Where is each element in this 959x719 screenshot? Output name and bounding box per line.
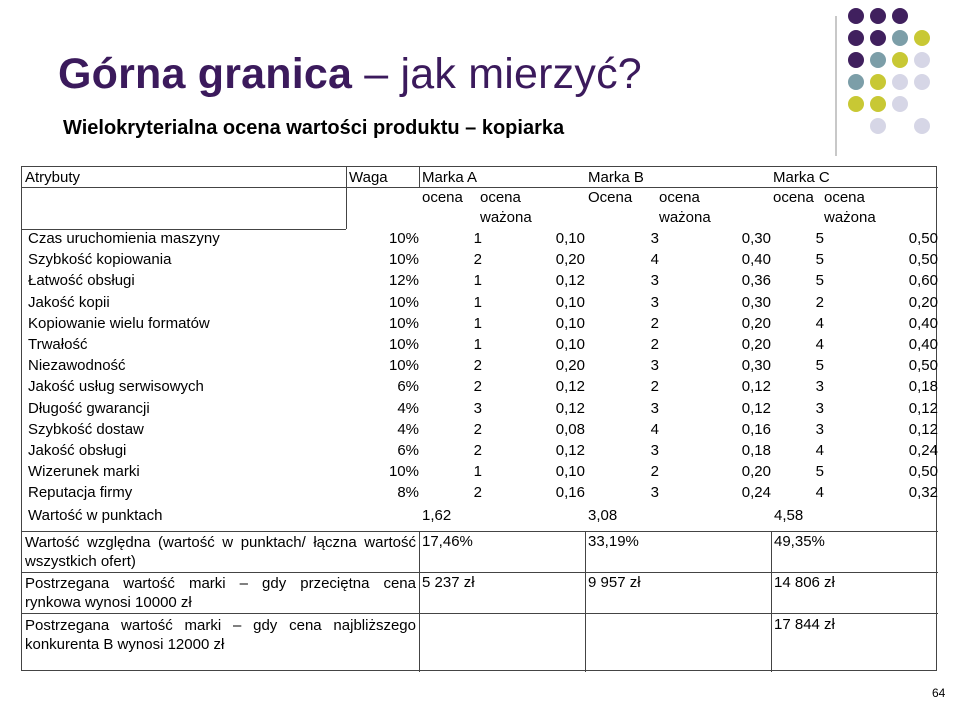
- brand-b-weighted: 0,16: [741, 420, 771, 438]
- header-c-weighted: ocena: [824, 189, 865, 206]
- decorative-dot: [848, 52, 864, 68]
- header-b-weighted: ważona: [659, 209, 711, 226]
- brand-c-score: 5: [815, 463, 824, 481]
- decorative-dot: [892, 8, 908, 24]
- weight-value: 12%: [388, 272, 419, 290]
- brand-c-weighted: 0,12: [908, 420, 938, 438]
- header-weight: Waga: [349, 169, 388, 186]
- brand-b-score: 3: [650, 293, 659, 311]
- brand-a-weighted: 0,12: [555, 442, 585, 459]
- summary-label: Postrzegana wartość marki – gdy przeciętna cena rynkowa wynosi 10000 zł: [25, 575, 416, 611]
- brand-a-weighted: 0,10: [555, 293, 585, 311]
- brand-c-weighted: 0,20: [908, 293, 938, 311]
- attribute-name: Reputacja firmy: [28, 484, 133, 502]
- table-row-divider: [22, 531, 938, 532]
- header-brand-a: Marka A: [422, 169, 478, 186]
- slide-subtitle: Wielokryterialna ocena wartości produktu – kopiarka: [63, 117, 565, 139]
- decorative-dot: [892, 30, 908, 46]
- decorative-divider: [835, 16, 837, 156]
- table-column-divider: [346, 167, 347, 229]
- attribute-name: Szybkość kopiowania: [28, 251, 172, 269]
- brand-a-score: 2: [473, 378, 482, 396]
- header-brand-c: Marka C: [773, 169, 830, 186]
- brand-a-weighted: 0,10: [555, 230, 585, 247]
- title-bold-part: Górna granica: [58, 50, 353, 98]
- brand-b-weighted: 0,20: [741, 336, 771, 353]
- brand-a-weighted: 0,12: [555, 399, 585, 417]
- brand-c-score: 3: [815, 378, 824, 396]
- header-c-weighted: ważona: [824, 209, 876, 226]
- brand-c-weighted: 0,24: [908, 442, 938, 459]
- summary-label: Wartość w punktach: [28, 507, 163, 524]
- weight-value: 10%: [388, 230, 419, 247]
- brand-a-weighted: 0,16: [555, 484, 585, 502]
- summary-brand-c: 17 844 zł: [774, 616, 835, 633]
- summary-brand-b: 9 957 zł: [588, 574, 641, 591]
- decorative-dot: [892, 96, 908, 112]
- header-attributes: Atrybuty: [25, 169, 81, 186]
- brand-c-score: 4: [815, 336, 824, 353]
- decorative-dot: [848, 74, 864, 90]
- table-column-divider: [419, 167, 420, 187]
- brand-c-weighted: 0,50: [908, 251, 938, 269]
- brand-a-score: 2: [473, 420, 482, 438]
- brand-a-score: 1: [473, 314, 482, 332]
- summary-label: Postrzegana wartość marki – gdy cena najbliższego konkurenta B wynosi 12000 zł: [25, 617, 416, 653]
- decorative-dot: [870, 8, 886, 24]
- table-row-divider: [22, 613, 938, 614]
- brand-c-score: 3: [815, 399, 824, 417]
- decorative-dot: [892, 74, 908, 90]
- brand-b-score: 3: [650, 230, 659, 247]
- weight-value: 8%: [397, 484, 419, 502]
- summary-brand-b: 33,19%: [588, 533, 639, 550]
- decorative-dot: [870, 96, 886, 112]
- brand-b-weighted: 0,20: [741, 463, 771, 481]
- brand-b-weighted: 0,24: [741, 484, 771, 502]
- weight-value: 4%: [397, 420, 419, 438]
- title-rest-part: – jak mierzyć?: [352, 50, 642, 98]
- weight-value: 10%: [388, 463, 419, 481]
- header-b-weighted: ocena: [659, 189, 700, 206]
- decorative-dot: [892, 52, 908, 68]
- decorative-dot: [914, 52, 930, 68]
- brand-a-score: 2: [473, 251, 482, 269]
- header-a-score: ocena: [422, 189, 463, 206]
- brand-a-weighted: 0,10: [555, 336, 585, 353]
- weight-value: 4%: [397, 399, 419, 417]
- brand-c-weighted: 0,50: [908, 357, 938, 375]
- brand-c-weighted: 0,40: [908, 336, 938, 353]
- brand-a-weighted: 0,12: [555, 272, 585, 290]
- weight-value: 6%: [397, 442, 419, 459]
- valuation-table: [21, 166, 937, 671]
- weight-value: 6%: [397, 378, 419, 396]
- brand-a-score: 2: [473, 357, 482, 375]
- table-column-divider: [585, 531, 586, 672]
- header-brand-b: Marka B: [588, 169, 644, 186]
- slide-title: [58, 50, 642, 99]
- decorative-dot: [870, 118, 886, 134]
- brand-c-score: 4: [815, 314, 824, 332]
- brand-c-weighted: 0,50: [908, 463, 938, 481]
- brand-a-weighted: 0,10: [555, 314, 585, 332]
- weight-value: 10%: [388, 251, 419, 269]
- decorative-dot: [870, 74, 886, 90]
- brand-c-weighted: 0,18: [908, 378, 938, 396]
- decorative-dot: [914, 30, 930, 46]
- attribute-name: Jakość usług serwisowych: [28, 378, 204, 396]
- attribute-name: Kopiowanie wielu formatów: [28, 314, 210, 332]
- brand-a-score: 1: [473, 293, 482, 311]
- weight-value: 10%: [388, 357, 419, 375]
- brand-b-score: 2: [650, 463, 659, 481]
- brand-b-score: 3: [650, 357, 659, 375]
- attribute-name: Jakość obsługi: [28, 442, 127, 459]
- brand-b-score: 2: [650, 336, 659, 353]
- brand-c-score: 5: [815, 230, 824, 247]
- brand-c-score: 5: [815, 357, 824, 375]
- brand-c-weighted: 0,50: [908, 230, 938, 247]
- header-c-score: ocena: [773, 189, 814, 206]
- brand-a-score: 1: [473, 336, 482, 353]
- decorative-dot: [870, 30, 886, 46]
- brand-b-score: 3: [650, 272, 659, 290]
- attribute-name: Trwałość: [28, 336, 88, 353]
- brand-c-weighted: 0,40: [908, 314, 938, 332]
- attribute-name: Łatwość obsługi: [28, 272, 135, 290]
- brand-c-score: 2: [815, 293, 824, 311]
- brand-b-score: 4: [650, 251, 659, 269]
- table-row-divider: [22, 187, 938, 188]
- brand-b-weighted: 0,12: [741, 378, 771, 396]
- header-a-weighted: ważona: [480, 209, 532, 226]
- brand-a-score: 2: [473, 484, 482, 502]
- brand-b-weighted: 0,40: [741, 251, 771, 269]
- summary-label: Wartość względna (wartość w punktach/ łączna wartość wszystkich ofert): [25, 534, 416, 570]
- summary-brand-a: 5 237 zł: [422, 574, 475, 591]
- decorative-dot: [848, 30, 864, 46]
- brand-a-weighted: 0,20: [555, 251, 585, 269]
- table-column-divider: [419, 531, 420, 672]
- summary-brand-b: 3,08: [588, 507, 618, 524]
- attribute-name: Szybkość dostaw: [28, 420, 144, 438]
- table-column-divider: [771, 531, 772, 672]
- decorative-dot: [870, 52, 886, 68]
- brand-b-weighted: 0,12: [741, 399, 771, 417]
- brand-c-weighted: 0,32: [908, 484, 938, 502]
- brand-b-weighted: 0,36: [741, 272, 771, 290]
- attribute-name: Wizerunek marki: [28, 463, 140, 481]
- brand-c-score: 5: [815, 272, 824, 290]
- brand-b-weighted: 0,20: [741, 314, 771, 332]
- brand-b-score: 2: [650, 314, 659, 332]
- brand-c-score: 5: [815, 251, 824, 269]
- attribute-name: Czas uruchomienia maszyny: [28, 230, 220, 247]
- brand-b-score: 3: [650, 442, 659, 459]
- brand-a-weighted: 0,20: [555, 357, 585, 375]
- brand-c-score: 4: [815, 484, 824, 502]
- brand-a-score: 1: [473, 230, 482, 247]
- weight-value: 10%: [388, 293, 419, 311]
- brand-a-weighted: 0,12: [555, 378, 585, 396]
- summary-brand-c: 49,35%: [774, 533, 825, 550]
- attribute-name: Jakość kopii: [28, 293, 110, 311]
- brand-a-score: 1: [473, 463, 482, 481]
- page-number: 64: [932, 686, 946, 700]
- summary-brand-c: 14 806 zł: [774, 574, 835, 591]
- decorative-dot: [914, 74, 930, 90]
- brand-a-score: 3: [473, 399, 482, 417]
- brand-a-score: 1: [473, 272, 482, 290]
- brand-c-score: 4: [815, 442, 824, 459]
- table-row-divider: [22, 572, 938, 573]
- brand-b-score: 3: [650, 484, 659, 502]
- decorative-dot: [848, 96, 864, 112]
- weight-value: 10%: [388, 336, 419, 353]
- brand-b-weighted: 0,30: [741, 293, 771, 311]
- brand-c-weighted: 0,12: [908, 399, 938, 417]
- summary-brand-c: 4,58: [774, 507, 804, 524]
- weight-value: 10%: [388, 314, 419, 332]
- attribute-name: Niezawodność: [28, 357, 126, 375]
- decorative-dot: [914, 118, 930, 134]
- brand-b-weighted: 0,18: [741, 442, 771, 459]
- header-b-score: Ocena: [588, 189, 633, 206]
- brand-b-score: 4: [650, 420, 659, 438]
- brand-a-score: 2: [473, 442, 482, 459]
- attribute-name: Długość gwarancji: [28, 399, 150, 417]
- summary-brand-a: 1,62: [422, 507, 452, 524]
- brand-c-score: 3: [815, 420, 824, 438]
- brand-b-score: 3: [650, 399, 659, 417]
- brand-b-weighted: 0,30: [741, 357, 771, 375]
- decorative-dot: [848, 8, 864, 24]
- brand-c-weighted: 0,60: [908, 272, 938, 290]
- brand-a-weighted: 0,10: [555, 463, 585, 481]
- brand-b-score: 2: [650, 378, 659, 396]
- summary-brand-a: 17,46%: [422, 533, 473, 550]
- header-a-weighted: ocena: [480, 189, 521, 206]
- brand-b-weighted: 0,30: [741, 230, 771, 247]
- brand-a-weighted: 0,08: [555, 420, 585, 438]
